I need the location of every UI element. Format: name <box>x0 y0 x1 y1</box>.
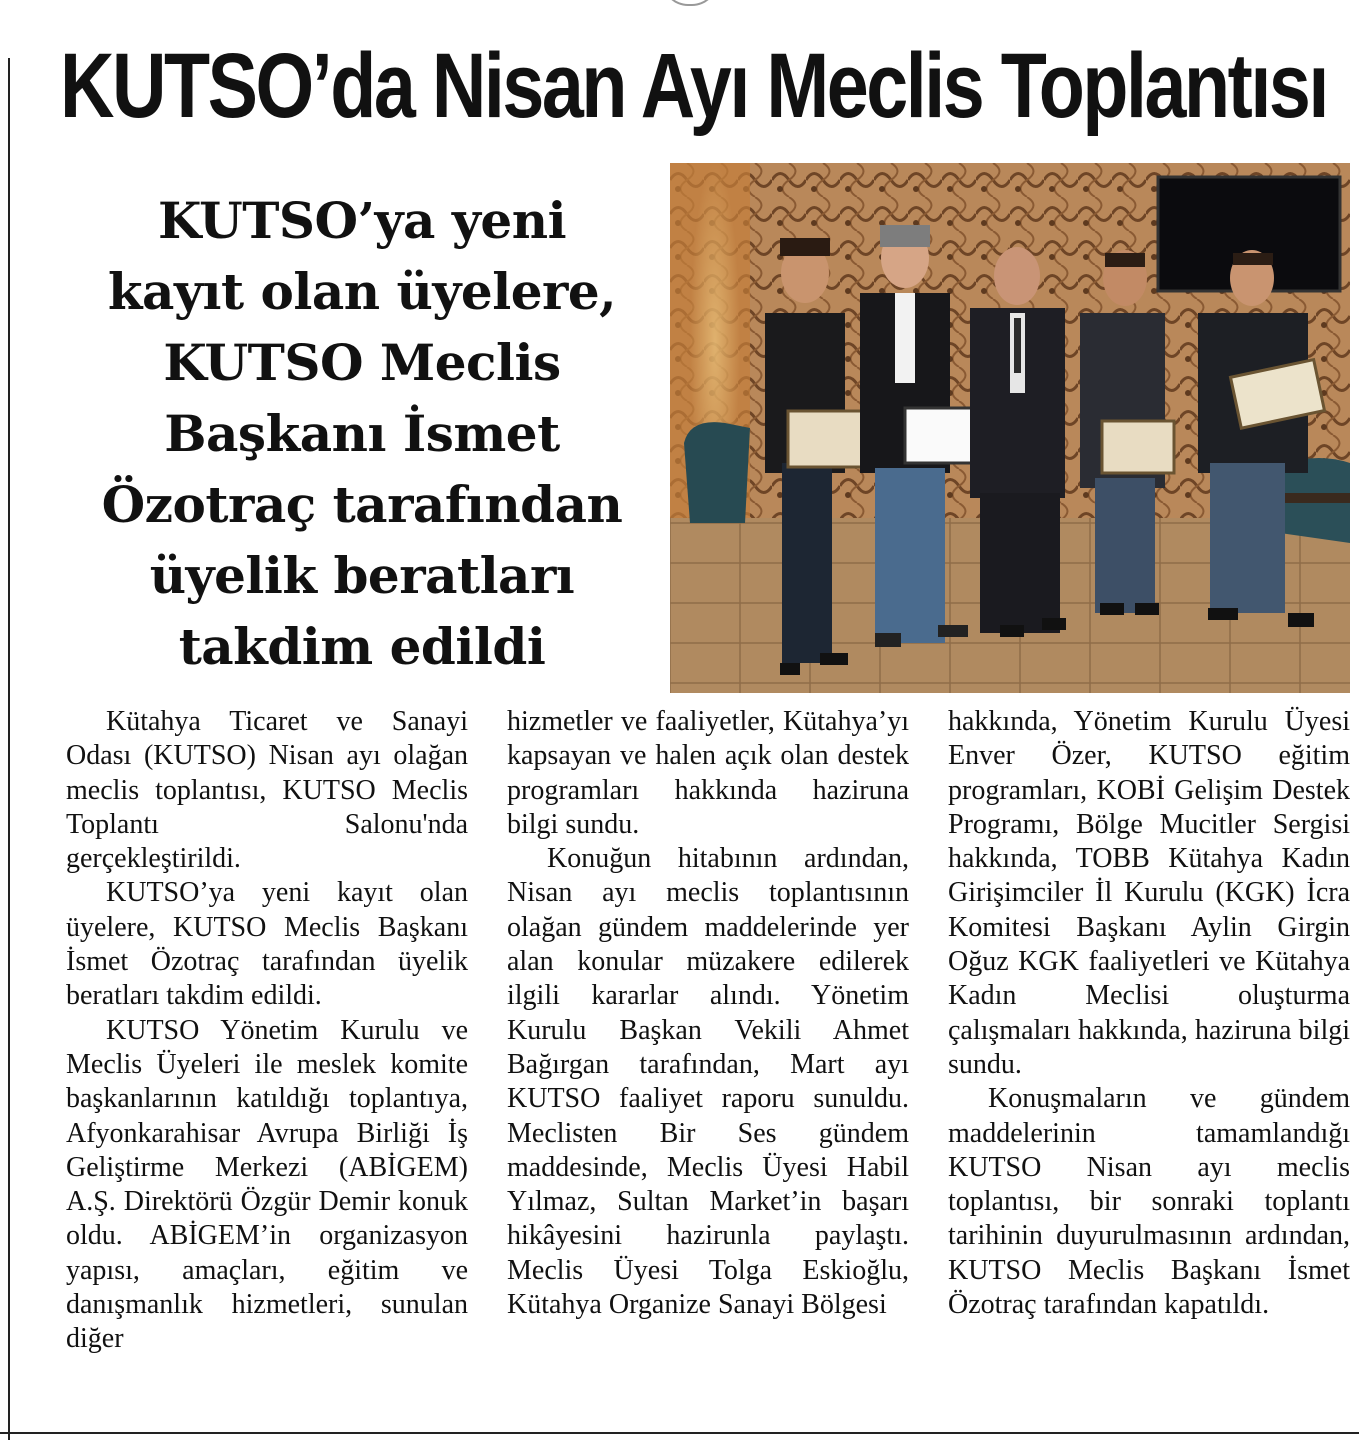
left-column-rule <box>8 58 10 1440</box>
subhead-line: KUTSO Meclis <box>163 333 561 392</box>
article-paragraph: Kütahya Ticaret ve Sanayi Odası (KUTSO) Nisan ayı olağan meclis toplantısı, KUTSO Meclis Toplantı Salonu'nda gerçekleştirildi. <box>66 706 468 875</box>
bottom-rule <box>0 1432 1359 1434</box>
article-column-3 <box>948 705 1350 1430</box>
article-body <box>66 705 1350 1430</box>
article-paragraph: KUTSO Yönetim Kurulu ve Meclis Üyeleri ile meslek komite başkanlarının katıldığı toplantıya, Afyonkarahisar Avrupa Birliği İş Geliştirme Merkezi (ABİGEM) A.Ş. Direktörü Özgür Demir konuk oldu. ABİGEM’in organizasyon yapısı, amaçları, eğitim ve danışmanlık hizmetleri, sunulan diğer <box>66 1014 468 1355</box>
subhead-line: Özotraç tarafından <box>101 475 623 534</box>
subhead-line: üyelik beratları <box>149 546 575 605</box>
article-paragraph: hakkında, Yönetim Kurulu Üyesi Enver Özer, KUTSO eğitim programları, KOBİ Gelişim Destek Programı, Bölge Mucitler Sergisi hakkında, TOBB Kütahya Kadın Girişimciler İl Kurulu (KGK) İcra Komitesi Başkanı Aylin Girgin Oğuz KGK faaliyetleri ve Kütahya Kadın Meclisi oluşturma çalışmaları hakkında, haziruna bilgi sundu. <box>948 706 1350 1080</box>
subhead-line: takdim edildi <box>178 617 546 676</box>
article-paragraph: Konuşmaların ve gündem maddelerinin tamamlandığı KUTSO Nisan ayı meclis toplantısı, bir sonraki toplantı tarihinin duyurulmasının ardından, KUTSO Meclis Başkanı İsmet Özotraç tarafından kapatıldı. <box>948 1083 1350 1321</box>
headline: KUTSO’da Nisan Ayı Meclis Toplantısı <box>60 35 1327 137</box>
subheadline <box>62 185 662 682</box>
article-paragraph: KUTSO’ya yeni kayıt olan üyelere, KUTSO Meclis Başkanı İsmet Özotraç tarafından üyelik beratları takdim edildi. <box>66 877 468 1012</box>
article-paragraph: Konuğun hitabının ardından, Nisan ayı meclis toplantısının olağan gündem maddelerinde yer alan konular müzakere edilerek ilgili kararlar alındı. Yönetim Kurulu Başkan Vekili Ahmet Bağırgan tarafından, Mart ayı KUTSO faaliyet raporu sunuldu. Meclisten Bir Ses gündem maddesinde, Meclis Üyesi Habil Yılmaz, Sultan Market’in başarı hikâyesini hazirunla paylaştı. Meclis Üyesi Tolga Eskioğlu, Kütahya Organize Sanayi Bölgesi <box>507 843 909 1321</box>
article-column-2 <box>507 705 909 1430</box>
subhead-line: kayıt olan üyelere, <box>107 262 617 321</box>
news-photo <box>670 163 1350 693</box>
article-paragraph: hizmetler ve faaliyetler, Kütahya’yı kapsayan ve halen açık olan destek programları hakkında haziruna bilgi sundu. <box>507 706 909 840</box>
page-top-ornament <box>662 0 718 6</box>
subhead-line: KUTSO’ya yeni <box>157 191 567 250</box>
article-column-1 <box>66 705 468 1430</box>
subhead-line: Başkanı İsmet <box>164 404 560 463</box>
